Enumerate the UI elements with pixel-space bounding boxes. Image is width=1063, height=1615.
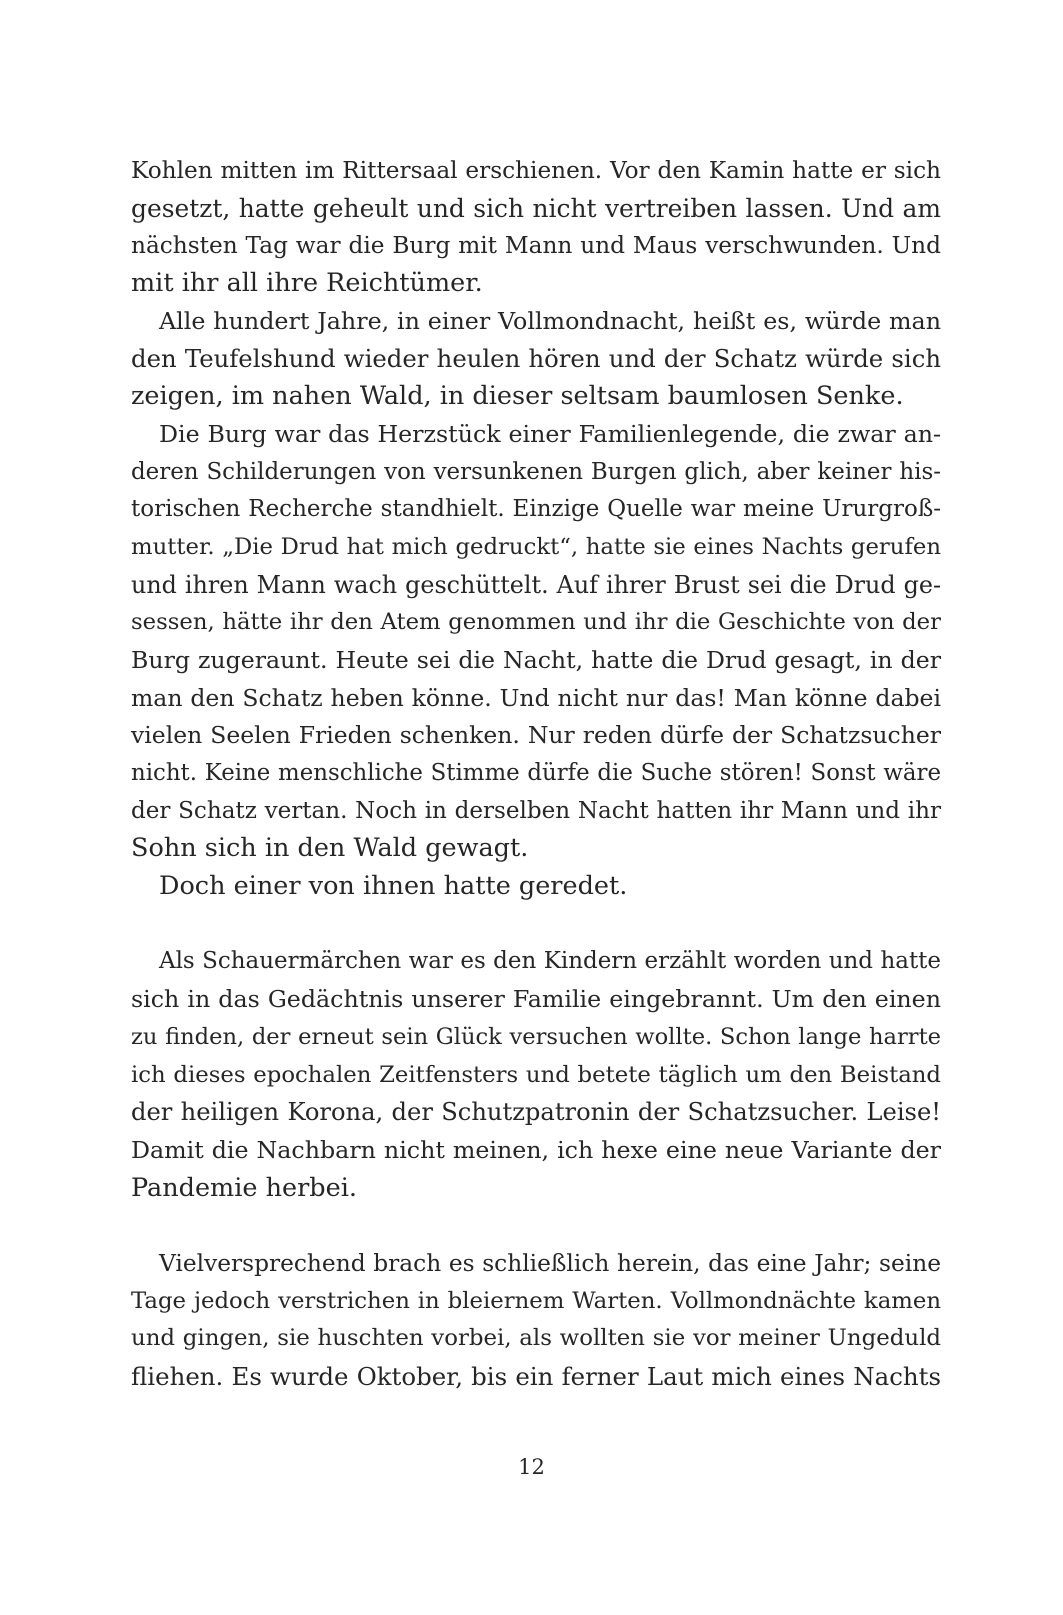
page-number: 12 [518, 1455, 545, 1479]
text-line: torischen Recherche standhielt. Einzige Quelle war meine Ururgroß- [131, 496, 941, 523]
text-line: sessen, hätte ihr den Atem genommen und ihr die Geschichte von der [131, 609, 941, 636]
text-line: ich dieses epochalen Zeitfensters und betete täglich um den Beistand [131, 1061, 941, 1088]
text-line: Burg zugeraunt. Heute sei die Nacht, hatte die Drud gesagt, in der [131, 645, 941, 674]
paragraph-break [131, 906, 941, 944]
text-line: sich in das Gedächtnis unserer Familie eingebrannt. Um den einen [131, 985, 941, 1014]
text-line: Pandemie herbei. [131, 1172, 357, 1203]
text-line: nächsten Tag war die Burg mit Mann und Maus verschwunden. Und [131, 232, 941, 260]
text-line: mutter. „Die Drud hat mich gedruckt“, hatte sie eines Nachts gerufen [131, 533, 941, 560]
text-line: der Schatz vertan. Noch in derselben Nacht hatten ihr Mann und ihr [131, 797, 941, 824]
text-line: den Teufelshund wieder heulen hören und der Schatz würde sich [131, 344, 941, 374]
text-line: vielen Seelen Frieden schenken. Nur reden dürfe der Schatzsucher [131, 721, 941, 750]
text-line: zu finden, der erneut sein Glück versuchen wollte. Schon lange harrte [131, 1023, 941, 1050]
text-line: der heiligen Korona, der Schutzpatronin der Schatzsucher. Leise! [131, 1098, 941, 1127]
text-line: gesetzt, hatte geheult und sich nicht vertreiben lassen. Und am [131, 193, 941, 223]
text-line: Vielversprechend brach es schließlich herein, das eine Jahr; seine [159, 1249, 941, 1277]
text-line: deren Schilderungen von versunkenen Burgen glich, aber keiner his- [131, 458, 941, 485]
body-text [131, 152, 941, 1396]
text-line: Damit die Nachbarn nicht meinen, ich hexe eine neue Variante der [131, 1135, 941, 1164]
text-line: man den Schatz heben könne. Und nicht nur das! Man könne dabei [131, 683, 941, 712]
text-line: mit ihr all ihre Reichtümer. [131, 268, 483, 299]
text-line: Kohlen mitten im Rittersaal erschienen. Vor den Kamin hatte er sich [131, 157, 941, 184]
paragraph-break [131, 1207, 941, 1245]
text-line: zeigen, im nahen Wald, in dieser seltsam baumlosen Senke. [131, 381, 904, 412]
text-line: Sohn sich in den Wald gewagt. [131, 833, 529, 864]
text-line: und gingen, sie huschten vorbei, als wollten sie vor meiner Ungeduld [131, 1325, 941, 1352]
text-line: Alle hundert Jahre, in einer Vollmondnacht, heißt es, würde man [159, 306, 941, 335]
text-line: nicht. Keine menschliche Stimme dürfe die Suche stören! Sonst wäre [131, 760, 941, 786]
text-line: Tage jedoch verstrichen in bleiernem Warten. Vollmondnächte kamen [131, 1287, 941, 1314]
text-line: Doch einer von ihnen hatte geredet. [159, 871, 628, 902]
text-line: fliehen. Es wurde Oktober, bis ein ferner Laut mich eines Nachts [131, 1362, 941, 1391]
text-line: und ihren Mann wach geschüttelt. Auf ihrer Brust sei die Drud ge- [131, 570, 941, 599]
text-line: Die Burg war das Herzstück einer Familienlegende, die zwar an- [159, 419, 941, 448]
text-line: Als Schauermärchen war es den Kindern erzählt worden und hatte [159, 948, 941, 975]
